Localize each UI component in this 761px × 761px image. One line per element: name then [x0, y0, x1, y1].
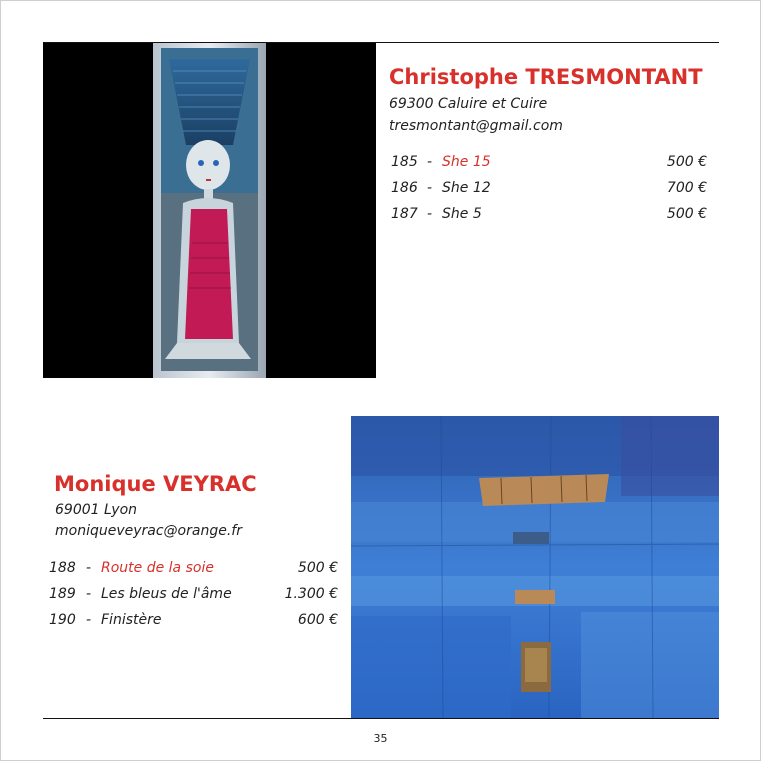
artist-name: Monique VEYRAC — [54, 472, 257, 496]
work-number: 190 — [49, 612, 76, 628]
work-title: Finistère — [101, 612, 162, 628]
artwork-she-15 — [43, 43, 376, 378]
separator: - — [427, 154, 433, 170]
work-price: 600 € — [297, 612, 338, 628]
works-list — [391, 154, 707, 232]
painting-figure — [43, 43, 376, 378]
work-title: Les bleus de l'âme — [101, 586, 232, 602]
work-number: 188 — [49, 560, 76, 576]
separator: - — [86, 612, 92, 628]
work-title: She 12 — [442, 180, 491, 196]
work-row — [391, 180, 707, 206]
artist-email: tresmontant@gmail.com — [389, 118, 563, 134]
works-list — [49, 560, 338, 638]
separator: - — [427, 206, 433, 222]
work-title: Route de la soie — [101, 560, 214, 576]
work-row — [391, 206, 707, 232]
work-price: 500 € — [666, 154, 707, 170]
work-number: 189 — [49, 586, 76, 602]
work-price: 1.300 € — [284, 586, 338, 602]
work-title: She 5 — [442, 206, 482, 222]
work-title: She 15 — [442, 154, 491, 170]
artist-email: moniqueveyrac@orange.fr — [55, 523, 242, 539]
artist-name: Christophe TRESMONTANT — [389, 65, 703, 89]
separator: - — [427, 180, 433, 196]
painting-abstract — [351, 416, 719, 718]
bottom-rule — [43, 718, 719, 719]
page-number: 35 — [373, 732, 388, 745]
work-number: 187 — [391, 206, 418, 222]
work-number: 185 — [391, 154, 418, 170]
artwork-route-de-la-soie — [351, 416, 719, 718]
work-row — [49, 612, 338, 638]
separator: - — [86, 586, 92, 602]
work-price: 700 € — [666, 180, 707, 196]
separator: - — [86, 560, 92, 576]
work-price: 500 € — [666, 206, 707, 222]
work-row — [49, 586, 338, 612]
artist-city: 69300 Caluire et Cuire — [389, 96, 548, 112]
work-price: 500 € — [297, 560, 338, 576]
work-number: 186 — [391, 180, 418, 196]
artist-city: 69001 Lyon — [55, 502, 138, 518]
work-row — [49, 560, 338, 586]
work-row — [391, 154, 707, 180]
